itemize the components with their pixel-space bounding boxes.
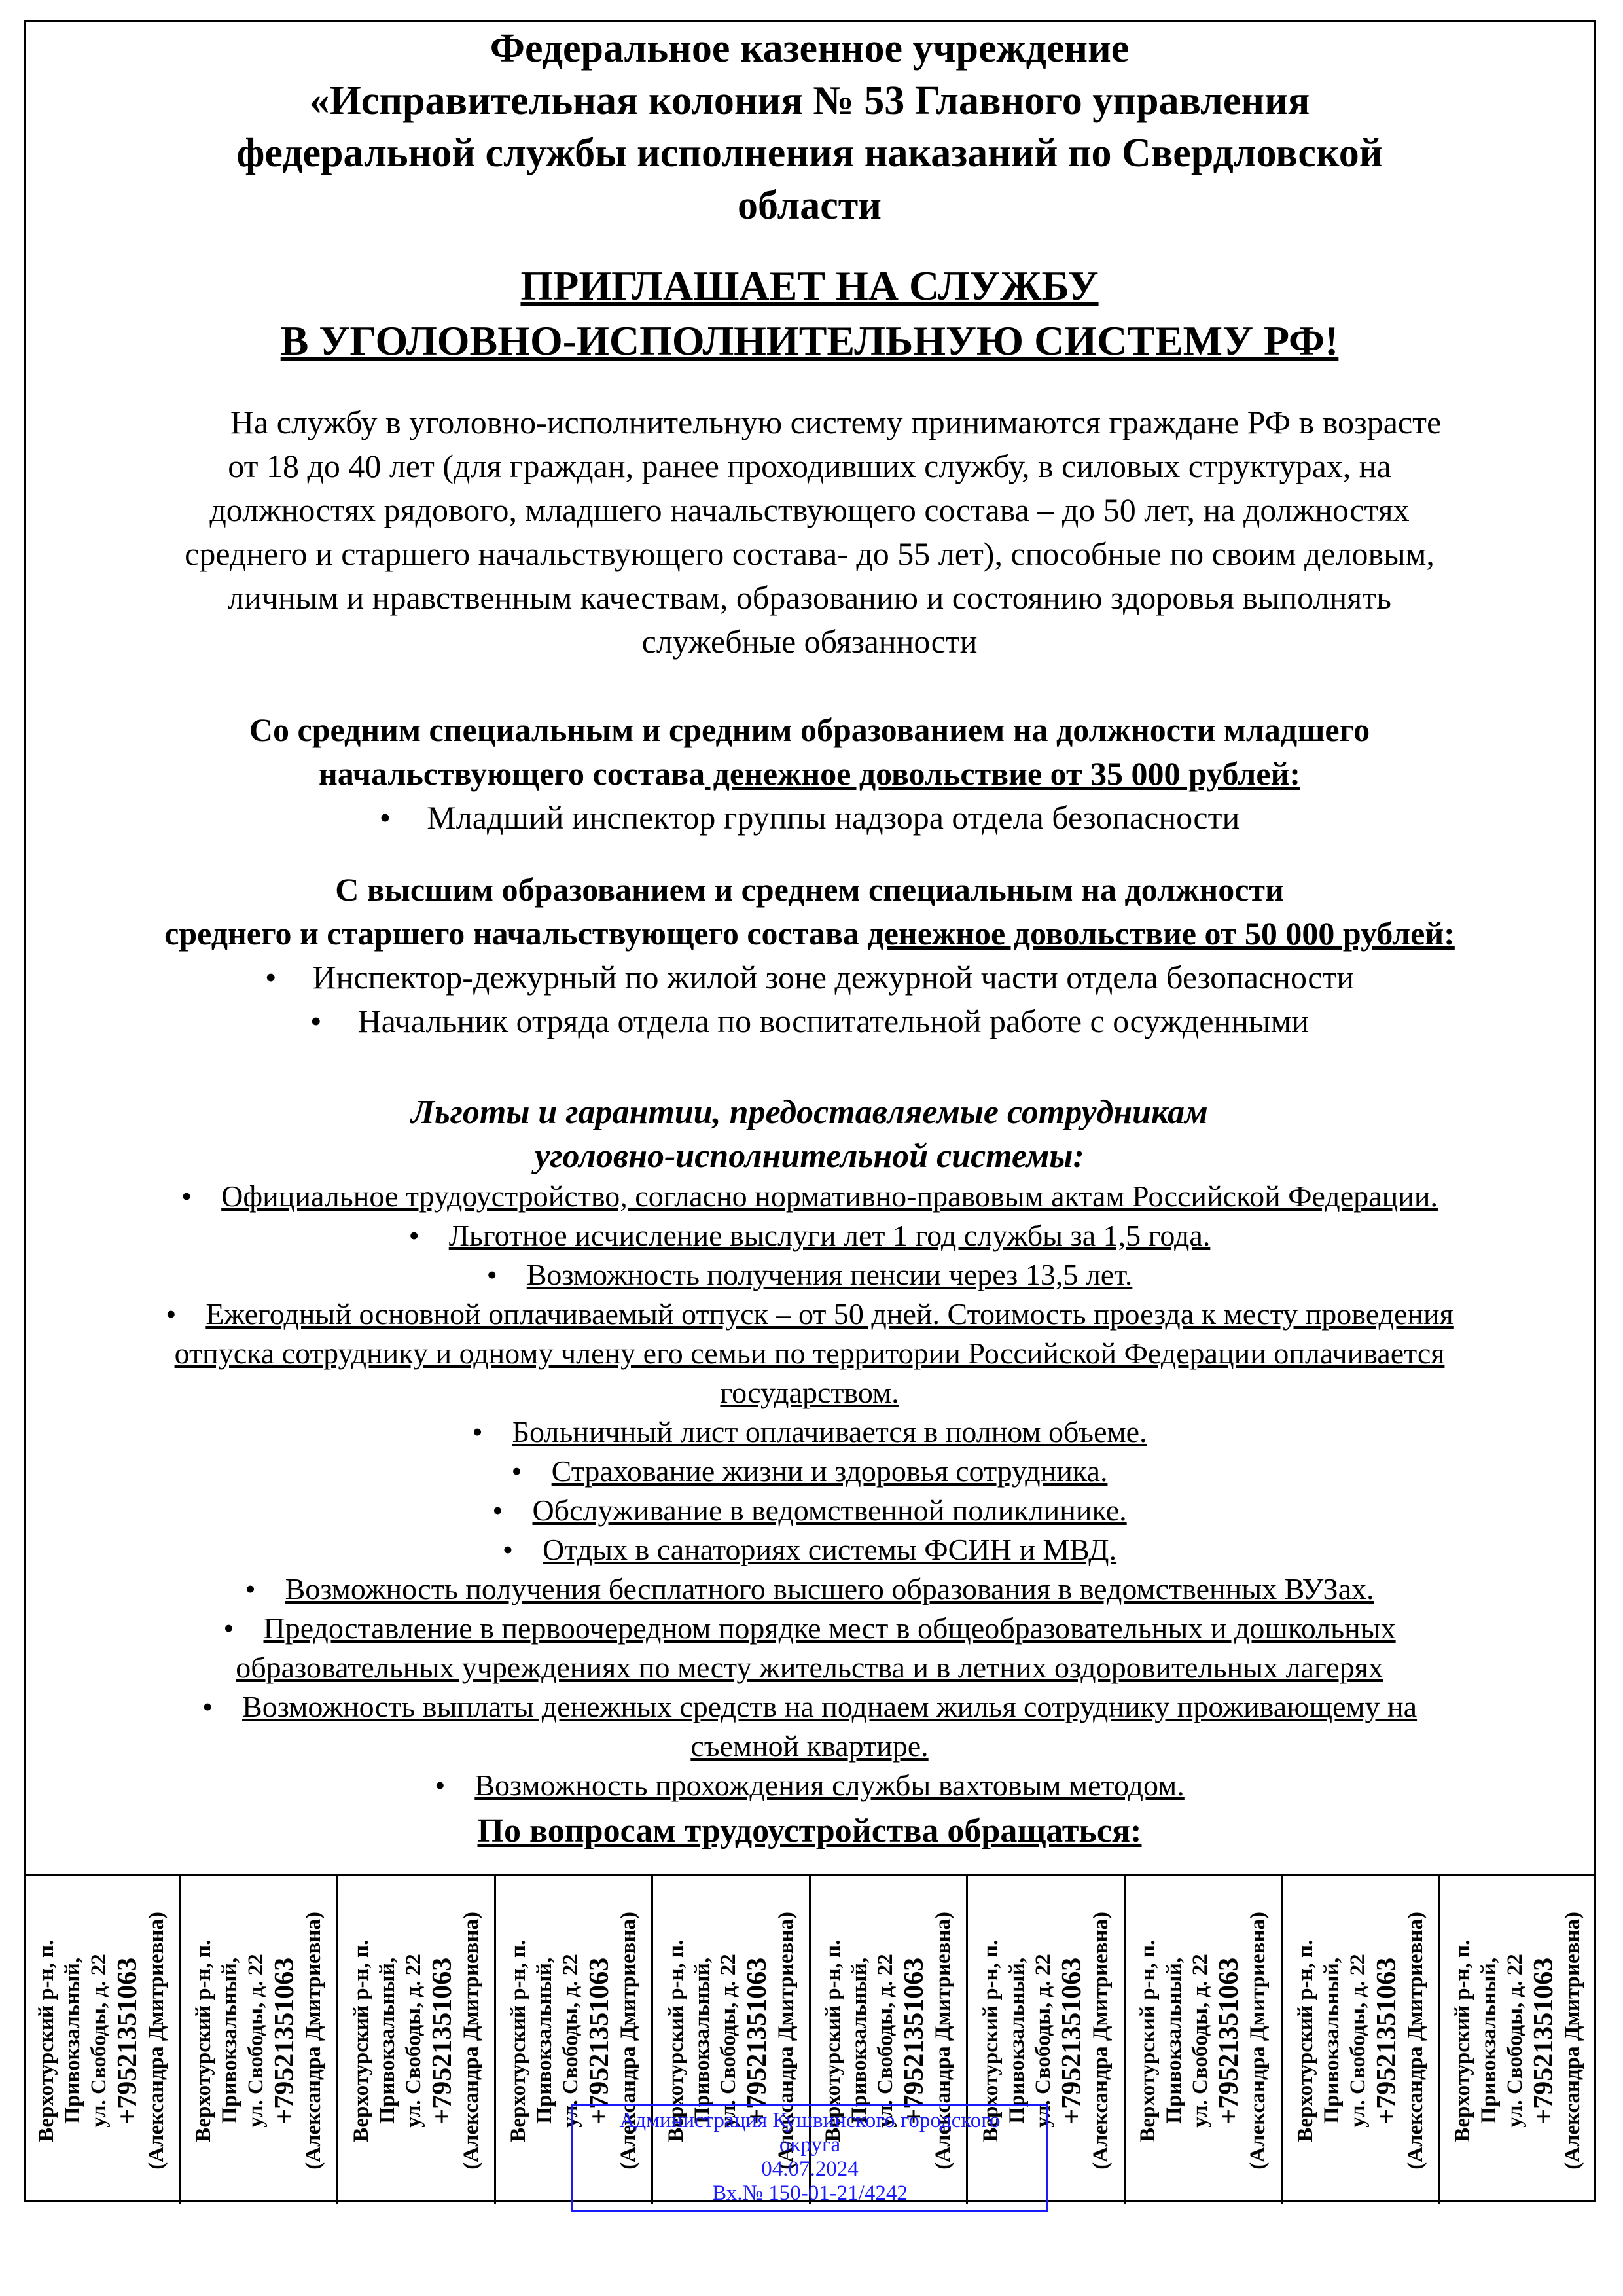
strip-line3: ул. Свободы, д. 22 — [1346, 1953, 1370, 2128]
bullet-icon: • — [245, 1572, 256, 1605]
benefit-item — [24, 1295, 1596, 1412]
intro-line: служебные обязанности — [641, 623, 978, 660]
bullet-icon: • — [511, 1454, 522, 1488]
strip-line3: ул. Свободы, д. 22 — [716, 1953, 740, 2128]
invite-line: В УГОЛОВНО-ИСПОЛНИТЕЛЬНУЮ СИСТЕМУ РФ! — [280, 317, 1339, 364]
benefit-text: Возможность прохождения службы вахтовым методом. — [474, 1768, 1185, 1802]
strip-phone: +79521351063 — [1371, 1957, 1402, 2124]
intro-line: На службу в уголовно-исполнительную систему принимаются граждане РФ в возрасте — [230, 404, 1442, 440]
benefit-text: Возможность выплаты денежных средств на поднаем жилья сотруднику проживающему на — [242, 1690, 1418, 1723]
strip-line2: Привокзальный, — [60, 1957, 84, 2124]
bullet-icon: • — [379, 799, 391, 836]
strip-name: (Александра Дмитриевна) — [1403, 1911, 1427, 2170]
strip-line2: Привокзальный, — [847, 1957, 872, 2124]
title-line: федеральной службы исполнения наказаний по Свердловской — [236, 131, 1383, 175]
bullet-icon: • — [181, 1179, 192, 1213]
strip-name: (Александра Дмитриевна) — [616, 1911, 641, 2170]
strip-phone: +79521351063 — [1056, 1957, 1087, 2124]
intro-line: от 18 до 40 лет (для граждан, ранее проходивших службу, в силовых структурах, на — [228, 448, 1391, 484]
strip-line1: Верхотурский р-н, п. — [192, 1939, 216, 2142]
contact-strip[interactable] — [24, 1876, 181, 2204]
strip-text — [1450, 1912, 1586, 2170]
strip-text — [1293, 1912, 1429, 2170]
benefit-text: Официальное трудоустройство, согласно нормативно-правовым актам Российской Федерации. — [221, 1179, 1438, 1213]
strip-name: (Александра Дмитриевна) — [774, 1911, 798, 2170]
benefit-item — [24, 1687, 1596, 1766]
strip-name: (Александра Дмитриевна) — [1561, 1911, 1585, 2170]
benefit-item — [24, 1412, 1596, 1452]
benefit-item — [24, 1177, 1596, 1216]
strip-line3: ул. Свободы, д. 22 — [244, 1953, 268, 2128]
bullet-icon: • — [502, 1533, 514, 1566]
benefit-text: Возможность получения пенсии через 13,5 лет. — [526, 1258, 1133, 1291]
strip-name: (Александра Дмитриевна) — [1088, 1911, 1113, 2170]
strip-name: (Александра Дмитриевна) — [1246, 1911, 1270, 2170]
strip-line1: Верхотурский р-н, п. — [34, 1939, 58, 2142]
benefit-text: государством. — [720, 1376, 899, 1409]
benefit-text: Отдых в санаториях системы ФСИН и МВД. — [543, 1533, 1117, 1566]
strip-phone: +79521351063 — [1214, 1957, 1245, 2124]
contact-strip[interactable] — [338, 1876, 496, 2204]
invite-heading — [24, 259, 1596, 368]
section-heading: начальствующего состава — [318, 755, 705, 792]
strip-line1: Верхотурский р-н, п. — [1451, 1939, 1475, 2142]
bullet-icon: • — [223, 1611, 234, 1645]
contact-strip[interactable] — [1283, 1876, 1440, 2204]
strip-line1: Верхотурский р-н, п. — [821, 1939, 846, 2142]
strip-line3: ул. Свободы, д. 22 — [874, 1953, 898, 2128]
contact-strip[interactable] — [1440, 1876, 1596, 2204]
section-heading: Со средним специальным и средним образованием на должности младшего — [249, 711, 1370, 748]
strip-line2: Привокзальный, — [1477, 1957, 1501, 2124]
benefit-text: Предоставление в первоочередном порядке мест в общеобразовательных и дошкольных — [263, 1611, 1396, 1645]
benefit-text: Страхование жизни и здоровья сотрудника. — [551, 1454, 1108, 1488]
strip-phone: +79521351063 — [741, 1957, 772, 2124]
benefit-item — [24, 1766, 1596, 1805]
benefit-text: Льготное исчисление выслуги лет 1 год службы за 1,5 года. — [448, 1219, 1211, 1252]
strip-phone: +79521351063 — [1529, 1957, 1560, 2124]
title-line: «Исправительная колония № 53 Главного управления — [309, 79, 1310, 123]
strip-line1: Верхотурский р-н, п. — [664, 1939, 688, 2142]
organization-title — [24, 22, 1596, 232]
strip-phone: +79521351063 — [270, 1957, 300, 2124]
benefits-title: уголовно-исполнительной системы: — [535, 1138, 1084, 1175]
list-item-text: Инспектор-дежурный по жилой зоне дежурной части отдела безопасности — [312, 959, 1355, 996]
list-item — [24, 999, 1596, 1043]
bullet-icon: • — [486, 1258, 497, 1291]
bullet-icon: • — [408, 1219, 419, 1252]
section-junior — [24, 708, 1596, 840]
strip-phone: +79521351063 — [427, 1957, 457, 2124]
section-senior — [24, 868, 1596, 1043]
strip-line1: Верхотурский р-н, п. — [978, 1939, 1003, 2142]
intro-line: среднего и старшего начальствующего состава- до 55 лет), способные по своим деловым, — [185, 535, 1435, 572]
strip-name: (Александра Дмитриевна) — [931, 1911, 955, 2170]
intro-line: должностях рядового, младшего начальствующего состава – до 50 лет, на должностях — [209, 492, 1410, 528]
benefit-text: Обслуживание в ведомственной поликлинике. — [532, 1494, 1127, 1527]
section-heading: среднего и старшего начальствующего состава — [164, 915, 868, 952]
bullet-icon: • — [472, 1415, 483, 1448]
strip-phone: +79521351063 — [112, 1957, 143, 2124]
strip-line3: ул. Свободы, д. 22 — [1031, 1953, 1055, 2128]
bullet-icon: • — [435, 1768, 446, 1802]
bullet-icon: • — [264, 959, 277, 996]
title-line: области — [738, 183, 882, 228]
contact-heading: По вопросам трудоустройства обращаться: — [477, 1812, 1142, 1850]
strip-text — [1135, 1912, 1271, 2170]
strip-text — [348, 1912, 484, 2170]
strip-line1: Верхотурский р-н, п. — [1136, 1939, 1160, 2142]
bullet-icon: • — [166, 1297, 177, 1331]
strip-name: (Александра Дмитриевна) — [302, 1911, 326, 2170]
strip-line1: Верхотурский р-н, п. — [507, 1939, 531, 2142]
benefit-text: образовательных учреждениях по месту жительства и в летних оздоровительных лагерях — [236, 1651, 1383, 1684]
benefit-item — [24, 1255, 1596, 1295]
strip-text — [33, 1912, 169, 2170]
registration-stamp — [571, 2104, 1048, 2212]
contact-strip[interactable] — [1126, 1876, 1283, 2204]
strip-line1: Верхотурский р-н, п. — [1293, 1939, 1317, 2142]
invite-line: ПРИГЛАШАЕТ НА СЛУЖБУ — [520, 262, 1099, 309]
bullet-icon: • — [202, 1690, 213, 1723]
strip-line2: Привокзальный, — [218, 1957, 242, 2124]
list-item-text: Младший инспектор группы надзора отдела безопасности — [427, 799, 1240, 836]
benefit-text: Больничный лист оплачивается в полном объеме. — [512, 1415, 1147, 1448]
benefits-section — [24, 1090, 1596, 1853]
strip-line3: ул. Свободы, д. 22 — [401, 1953, 425, 2128]
strip-line1: Верхотурский р-н, п. — [349, 1939, 373, 2142]
benefit-item — [24, 1570, 1596, 1609]
strip-text — [190, 1912, 327, 2170]
benefit-text: съемной квартире. — [690, 1729, 929, 1763]
benefit-item — [24, 1216, 1596, 1255]
benefit-text: отпуска сотруднику и одному члену его семьи по территории Российской Федерации оплачивается — [174, 1336, 1445, 1370]
benefit-item — [24, 1491, 1596, 1530]
salary-text: денежное довольствие от 35 000 рублей: — [705, 755, 1300, 792]
bullet-icon: • — [310, 1003, 322, 1039]
strip-line3: ул. Свободы, д. 22 — [559, 1953, 583, 2128]
stamp-number: Вх.№ 150-01-21/4242 — [712, 2181, 908, 2205]
benefit-text: Ежегодный основной оплачиваемый отпуск – от 50 дней. Стоимость проезда к месту проведения — [205, 1297, 1454, 1331]
benefit-item — [24, 1530, 1596, 1570]
benefit-item — [24, 1609, 1596, 1687]
strip-line3: ул. Свободы, д. 22 — [1188, 1953, 1213, 2128]
strip-line2: Привокзальный, — [1162, 1957, 1186, 2124]
strip-line3: ул. Свободы, д. 22 — [1503, 1953, 1527, 2128]
benefit-text: Возможность получения бесплатного высшего образования в ведомственных ВУЗах. — [285, 1572, 1374, 1605]
list-item — [24, 796, 1596, 840]
list-item — [24, 956, 1596, 999]
bullet-icon: • — [492, 1494, 503, 1527]
strip-line2: Привокзальный, — [1319, 1957, 1344, 2124]
strip-name: (Александра Дмитриевна) — [459, 1911, 483, 2170]
contact-strip[interactable] — [181, 1876, 339, 2204]
strip-name: (Александра Дмитриевна) — [144, 1911, 168, 2170]
strip-phone: +79521351063 — [899, 1957, 930, 2124]
intro-paragraph — [24, 401, 1596, 664]
title-line: Федеральное казенное учреждение — [490, 26, 1130, 71]
benefit-item — [24, 1452, 1596, 1491]
strip-line2: Привокзальный, — [375, 1957, 399, 2124]
salary-text: денежное довольствие от 50 000 рублей: — [867, 915, 1455, 952]
section-heading: С высшим образованием и среднем специальным на должности — [335, 871, 1284, 908]
intro-line: личным и нравственным качествам, образованию и состоянию здоровья выполнять — [228, 579, 1391, 616]
strip-phone: +79521351063 — [584, 1957, 615, 2124]
stamp-date: 04.07.2024 — [761, 2157, 859, 2181]
strip-line2: Привокзальный, — [1005, 1957, 1029, 2124]
list-item-text: Начальник отряда отдела по воспитательной работе с осужденными — [357, 1003, 1310, 1039]
stamp-line: Администрация Кушвинского городского — [619, 2109, 1001, 2132]
strip-line2: Привокзальный, — [533, 1957, 557, 2124]
strip-line2: Привокзальный, — [690, 1957, 714, 2124]
benefits-title: Льготы и гарантии, предоставляемые сотрудникам — [411, 1094, 1208, 1131]
strip-line3: ул. Свободы, д. 22 — [86, 1953, 111, 2128]
stamp-line: округа — [779, 2133, 841, 2157]
